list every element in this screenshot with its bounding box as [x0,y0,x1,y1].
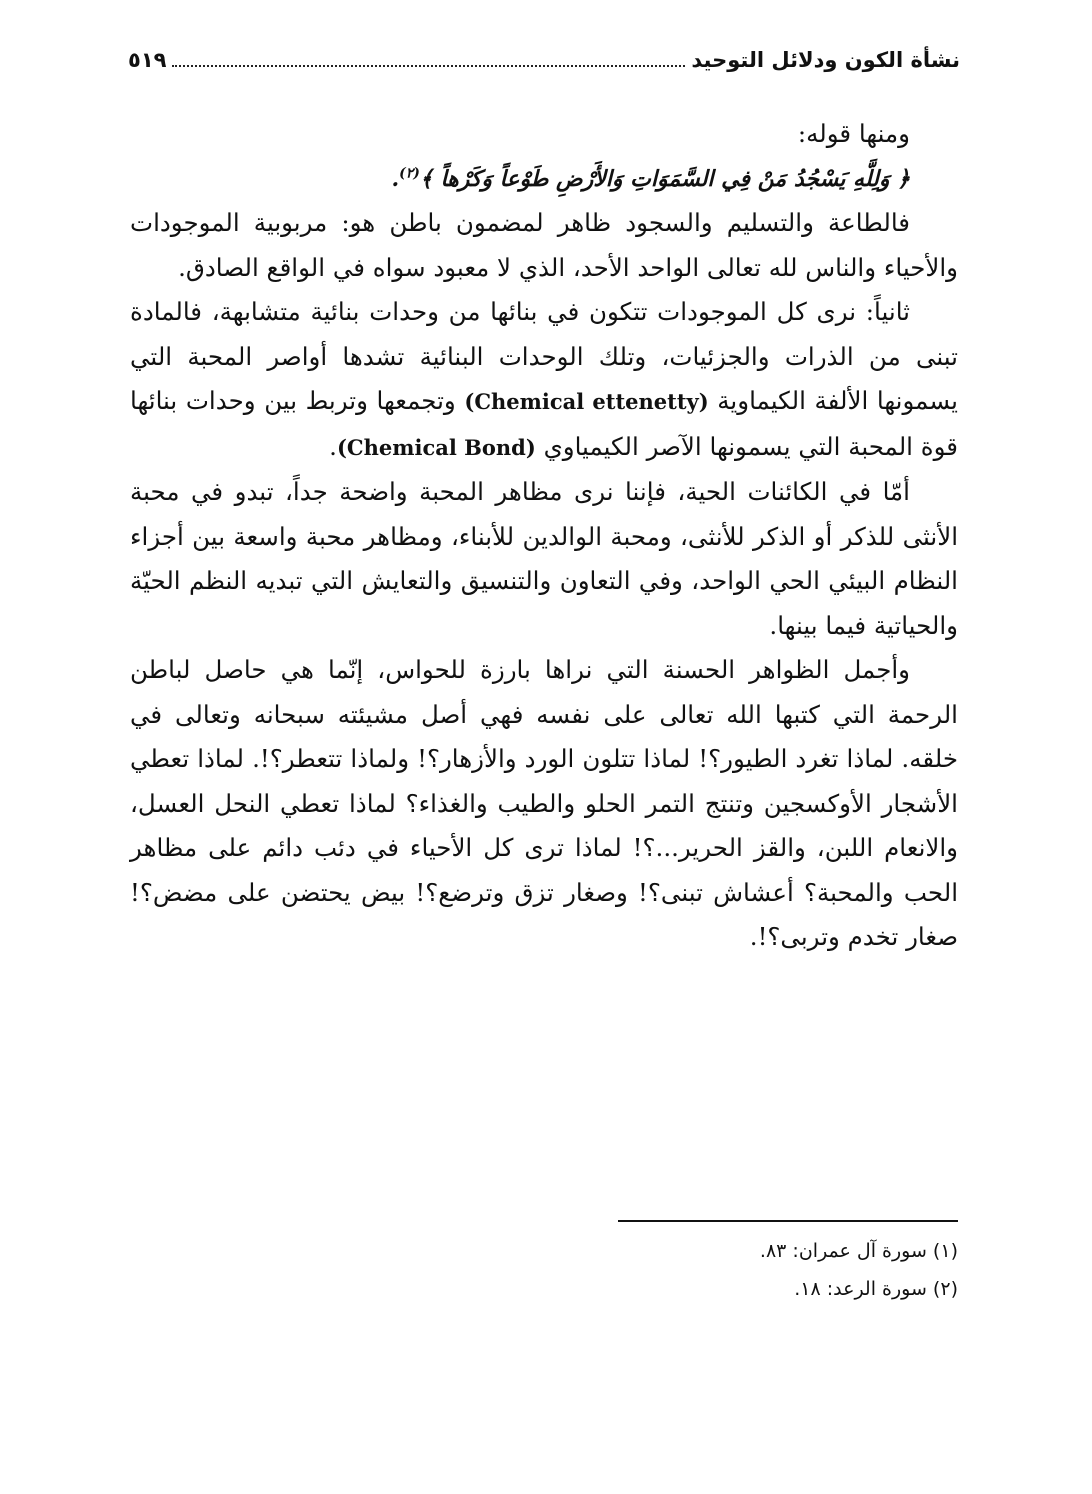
main-text [130,112,958,960]
latin-term-affinity: (Chemical ettenetty) [464,389,709,414]
running-title: نشأة الكون ودلائل التوحيد [691,48,960,72]
footnote-divider [618,1220,958,1222]
paragraph-2-part-1: ثانياً: نرى كل الموجودات تتكون في بنائها من وحدات بنائية متشابهة، فالمادة تبنى من الذرات والجزئيات، وتلك الوحدات البنائية تشدها أواصر المحبة التي يسمونها الألفة الكيماوية [130,297,958,415]
verse-end: . [391,165,400,192]
paragraph-1: فالطاعة والتسليم والسجود ظاهر لمضمون باطن هو: مربوبية الموجودات والأحياء والناس لله تعالى الواحد الأحد، الذي لا معبود سواه في الواقع الصادق. [130,208,958,282]
intro-line: ومنها قوله: [797,119,910,148]
verse-text: ﴿ وَلِلَّهِ يَسْجُدُ مَنْ فِي السَّمَوَاتِ وَالأَرْضِ طَوْعاً وَكَرْهاً ﴾ [419,165,910,192]
verse-footnote-ref: (٢) [399,165,420,182]
paragraph-2 [130,290,958,470]
footnote-2: (٢) سورة الرعد: ١٨. [794,1278,958,1300]
paragraph-2-part-2: وتجمعها وتربط بين وحدات بنائها قوة المحبة التي يسمونها الآصر الكيمياوي [130,386,958,461]
quran-verse [130,157,958,202]
page-number: ٥١٩ [128,48,167,72]
paragraph-4: وأجمل الظواهر الحسنة التي نراها بارزة للحواس، إنّما هي حاصل لباطن الرحمة التي كتبها الله تعالى على نفسه فهي أصل مشيئته سبحانه وتعالى في خلقه. لماذا تغرد الطيور؟! لماذا تتلون الورد والأزهار؟! ولماذا تتعطر؟!. لماذا تعطي الأشجار الأوكسجين وتنتج التمر الحلو والطيب والغذاء؟ لماذا تعطي النحل العسل، والانعام اللبن، والقز الحرير...؟! لماذا ترى كل الأحياء في دئب دائم على مظاهر الحب والمحبة؟ أعشاش تبنى؟! وصغار تزق وترضع؟! بيض يحتضن على مضض؟! صغار تخدم وتربى؟!. [130,655,958,951]
latin-term-bond: (Chemical Bond) [336,434,536,460]
paragraph-3: أمّا في الكائنات الحية، فإننا نرى مظاهر المحبة واضحة جداً، تبدو في محبة الأنثى للذكر أو الذكر للأنثى، ومحبة الوالدين للأبناء، ومظاهر محبة واسعة بين أجزاء النظام البيئي الحي الواحد، وفي التعاون والتنسيق والتعايش التي تبديه النظم الحيّة والحياتية فيما بينها. [130,477,958,640]
running-header [128,40,960,80]
header-leader-dots [172,53,685,67]
paragraph-2-end: . [329,431,337,461]
footnotes [420,1232,958,1308]
footnote-1: (١) سورة آل عمران: ٨٣. [759,1240,958,1262]
